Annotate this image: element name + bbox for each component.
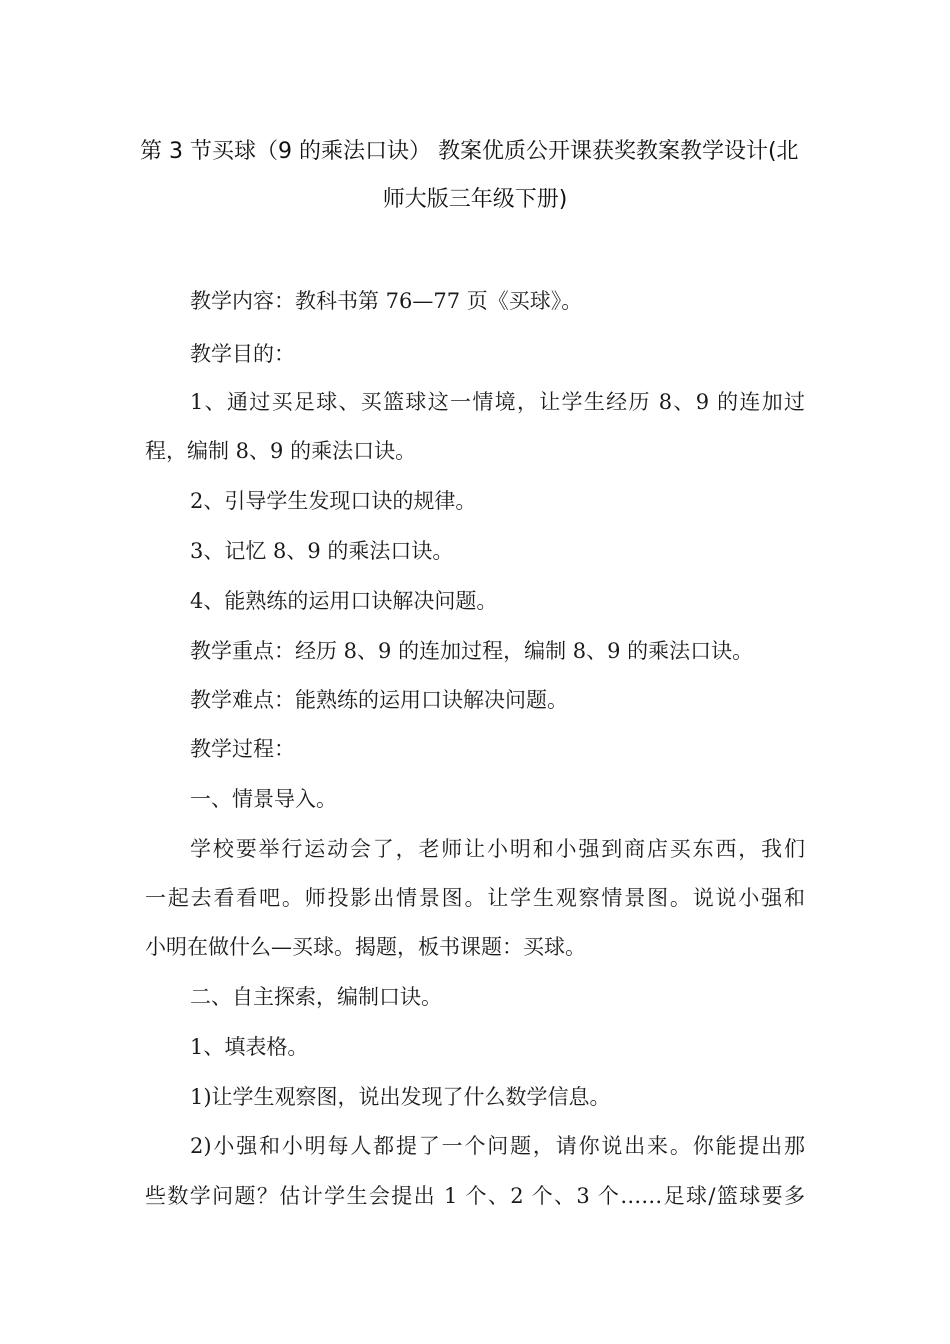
paragraph-1-line-1: 学校要举行运动会了，老师让小明和小强到商店买东西，我们 — [190, 837, 805, 861]
objective-2: 2、引导学生发现口诀的规律。 — [190, 489, 477, 513]
paragraph-1-line-3: 小明在做什么—买球。揭题，板书课题：买球。 — [145, 935, 586, 959]
objective-1-line-1: 1、通过买足球、买篮球这一情境，让学生经历 8、9 的连加过 — [190, 390, 805, 414]
step-1-item-2-line-1: 2)小强和小明每人都提了一个问题，请你说出来。你能提出那 — [190, 1134, 805, 1158]
step-1-heading: 1、填表格。 — [190, 1035, 309, 1059]
step-1-item-2-line-2: 些数学问题？估计学生会提出 1 个、2 个、3 个……足球/篮球要多 — [145, 1184, 805, 1208]
teaching-objectives-heading: 教学目的： — [190, 342, 295, 366]
objective-3: 3、记忆 8、9 的乘法口诀。 — [190, 539, 454, 563]
section-2-heading: 二、自主探索，编制口诀。 — [190, 985, 442, 1009]
section-1-heading: 一、情景导入。 — [190, 787, 337, 811]
teaching-content: 教学内容：教科书第 76—77 页《买球》。 — [190, 289, 583, 313]
teaching-key-points: 教学重点：经历 8、9 的连加过程，编制 8、9 的乘法口诀。 — [190, 639, 754, 663]
document-title-line-1: 第 3 节买球（9 的乘法口诀） 教案优质公开课获奖教案教学设计(北 — [140, 139, 799, 164]
objective-1-line-2: 程，编制 8、9 的乘法口诀。 — [145, 439, 417, 463]
teaching-difficulties: 教学难点：能熟练的运用口诀解决问题。 — [190, 688, 568, 712]
step-1-item-1: 1)让学生观察图，说出发现了什么数学信息。 — [190, 1085, 611, 1109]
document-title-line-2: 师大版三年级下册) — [382, 187, 568, 212]
paragraph-1-line-2: 一起去看看吧。师投影出情景图。让学生观察情景图。说说小强和 — [145, 886, 805, 910]
objective-4: 4、能熟练的运用口诀解决问题。 — [190, 589, 498, 613]
teaching-process-heading: 教学过程： — [190, 737, 295, 761]
